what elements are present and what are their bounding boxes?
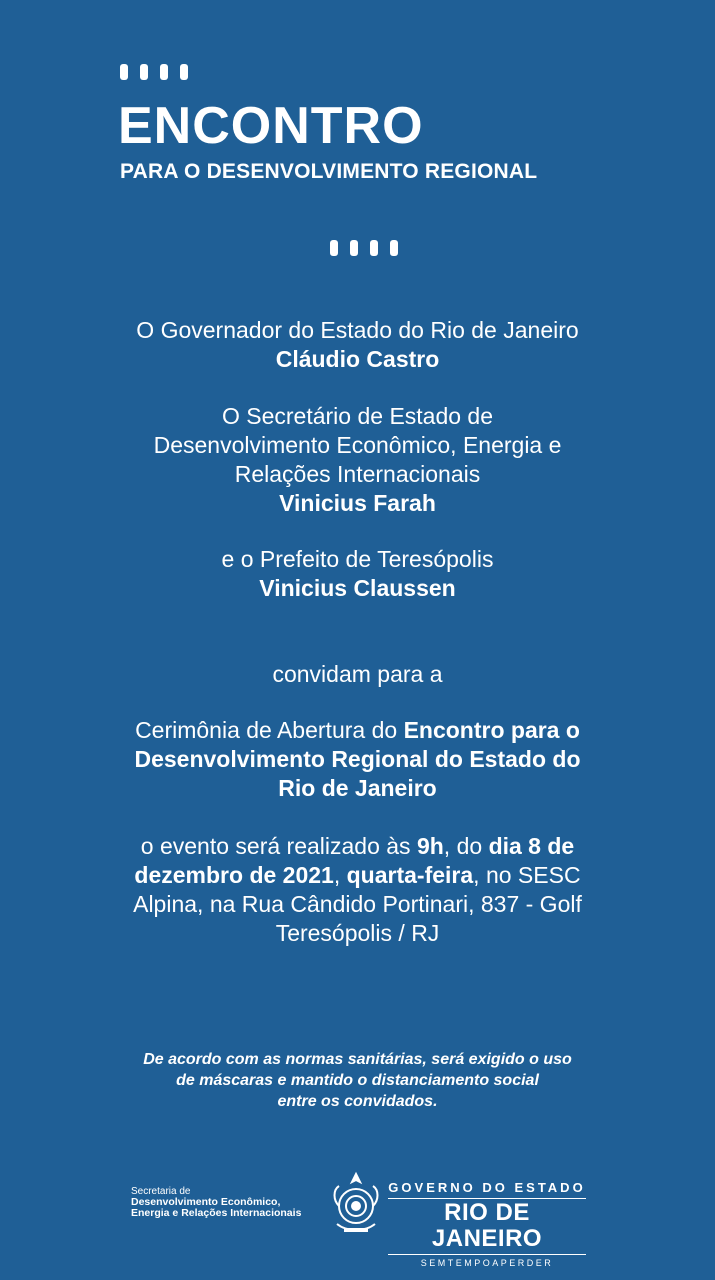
event-text-1: o evento será realizado às	[140, 833, 417, 859]
event-address: Alpina, na Rua Cândido Portinari, 837 - Golf	[133, 891, 582, 917]
event-time: 9h	[416, 833, 444, 859]
governor-name: Cláudio Castro	[275, 346, 440, 372]
ceremony-event-line1: Encontro para o	[403, 717, 580, 743]
secretaria-line3: Energia e Relações Internacionais	[131, 1207, 302, 1219]
governor-role: O Governador do Estado do Rio de Janeiro	[136, 317, 579, 343]
dot	[160, 64, 168, 80]
event-details-block	[60, 832, 655, 948]
mayor-role: e o Prefeito de Teresópolis	[221, 546, 494, 572]
ceremony-prefix: Cerimônia de Abertura do	[135, 717, 404, 743]
invite-text: convidam para a	[272, 661, 443, 687]
gov-line1: GOVERNO DO ESTADO	[388, 1180, 586, 1195]
event-text-3: ,	[333, 862, 347, 888]
notice-line3: entre os convidados.	[277, 1093, 438, 1110]
decorative-dots-top	[120, 64, 188, 80]
governo-logo	[388, 1180, 586, 1270]
dot	[180, 64, 188, 80]
event-date-a: dia 8 de	[488, 833, 575, 859]
event-text-2: , do	[443, 833, 489, 859]
dot	[390, 240, 398, 256]
notice-line1: De acordo com as normas sanitárias, será exigido o uso	[143, 1051, 572, 1068]
event-weekday: quarta-feira	[346, 862, 474, 888]
gov-rule-bottom	[388, 1254, 586, 1255]
ceremony-event-line2: Desenvolvimento Regional do Estado do	[134, 746, 581, 772]
secretary-role-line2: Desenvolvimento Econômico, Energia e	[153, 432, 562, 458]
dot	[140, 64, 148, 80]
decorative-dots-middle	[330, 240, 398, 256]
ceremony-block	[60, 716, 655, 803]
dot	[350, 240, 358, 256]
gov-line3: SEMTEMPOAPERDER	[420, 1258, 554, 1268]
secretaria-line2: Desenvolvimento Econômico,	[131, 1196, 281, 1208]
governor-block	[60, 316, 655, 374]
dot	[120, 64, 128, 80]
mayor-name: Vinicius Claussen	[259, 575, 456, 601]
event-date-b: dezembro de 2021	[134, 862, 334, 888]
event-text-4: , no SESC	[473, 862, 581, 888]
dot	[370, 240, 378, 256]
ceremony-event-line3: Rio de Janeiro	[278, 775, 437, 801]
coat-of-arms-icon	[329, 1170, 383, 1238]
page-subtitle: PARA O DESENVOLVIMENTO REGIONAL	[120, 160, 538, 183]
page-title: ENCONTRO	[118, 97, 424, 155]
secretary-role-line3: Relações Internacionais	[234, 461, 481, 487]
event-city: Teresópolis / RJ	[275, 920, 440, 946]
secretary-name: Vinicius Farah	[279, 490, 436, 516]
dot	[330, 240, 338, 256]
secretary-role-line1: O Secretário de Estado de	[221, 403, 494, 429]
secretaria-line1: Secretaria de	[131, 1186, 191, 1197]
secretaria-logo	[131, 1186, 301, 1219]
notice-line2: de máscaras e mantido o distanciamento social	[176, 1072, 539, 1089]
sanitary-notice	[60, 1049, 655, 1112]
secretary-block	[60, 402, 655, 518]
mayor-block	[60, 545, 655, 603]
gov-line2: RIO DE JANEIRO	[431, 1199, 543, 1252]
